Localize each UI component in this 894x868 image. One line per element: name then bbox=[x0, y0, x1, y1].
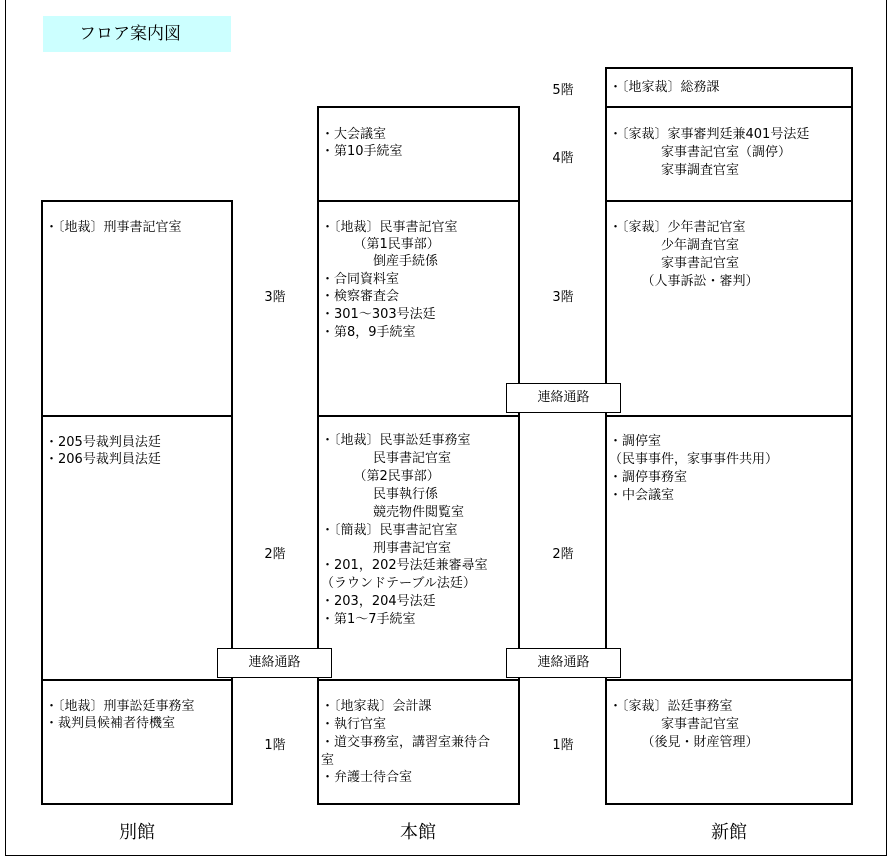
new-2f-room-2: ・調停事務室 bbox=[609, 470, 688, 485]
main-2f-room-4: 競売物件閲覧室 bbox=[321, 505, 465, 520]
main-4f-room-1: ・第10手続室 bbox=[321, 144, 403, 159]
main-3f-room-4: ・検察審査会 bbox=[321, 289, 400, 304]
new-4f-room-0: ・〔家裁〕家事審判廷兼401号法廷 bbox=[609, 127, 810, 142]
new-4f-room-2: 家事調査官室 bbox=[609, 163, 740, 178]
annex-2f-room-0: ・205号裁判員法廷 bbox=[45, 435, 161, 450]
main-new-1f-label: 1階 bbox=[552, 738, 574, 753]
main-2f-room-5: ・〔簡裁〕民事書記官室 bbox=[321, 523, 458, 538]
annex-main-2f-label: 2階 bbox=[264, 547, 286, 562]
new-name: 新館 bbox=[711, 822, 747, 843]
main-2f-room-1: 民事書記官室 bbox=[321, 451, 452, 466]
new-3f-room-0: ・〔家裁〕少年書記官室 bbox=[609, 220, 746, 235]
new-3f-room-2: 家事書記官室 bbox=[609, 256, 740, 271]
new-1f-room-0: ・〔家裁〕訟廷事務室 bbox=[609, 699, 733, 714]
main-2f-room-3: 民事執行係 bbox=[321, 487, 439, 502]
main-1f-room-2: ・道交事務室，講習室兼待合 bbox=[321, 735, 491, 750]
corridor-main-new-3f: 連絡通路 bbox=[506, 383, 621, 413]
annex-main-1f-label: 1階 bbox=[264, 738, 286, 753]
main-2f-room-8: （ラウンドテーブル法廷） bbox=[321, 576, 476, 591]
main-name: 本館 bbox=[400, 822, 436, 843]
page-title: フロア案内図 bbox=[43, 16, 231, 52]
corridor-annex-main-1f: 連絡通路 bbox=[217, 648, 332, 678]
main-new-4f-label: 4階 bbox=[552, 151, 574, 166]
main-1f-room-0: ・〔地家裁〕会計課 bbox=[321, 699, 432, 714]
main-2f-room-7: ・201，202号法廷兼審尋室 bbox=[321, 558, 488, 573]
main-2f-room-9: ・203，204号法廷 bbox=[321, 594, 436, 609]
main-new-2f-label: 2階 bbox=[552, 547, 574, 562]
annex-1f-room-0: ・〔地裁〕刑事訟廷事務室 bbox=[45, 699, 195, 714]
new-4f-room-1: 家事書記官室（調停） bbox=[609, 145, 792, 160]
main-3f-room-1: （第1民事部） bbox=[321, 237, 440, 252]
new-1f-room-2: （後見・財産管理） bbox=[609, 735, 759, 750]
main-2f-room-0: ・〔地裁〕民事訟廷事務室 bbox=[321, 433, 471, 448]
annex-3f-room-0: ・〔地裁〕刑事書記官室 bbox=[45, 220, 182, 235]
main-2f-room-2: （第2民事部） bbox=[321, 469, 440, 484]
main-4f-room-0: ・大会議室 bbox=[321, 127, 387, 142]
main-2f-room-10: ・第1～7手続室 bbox=[321, 612, 416, 627]
main-3f-room-2: 倒産手続係 bbox=[321, 254, 439, 269]
main-3f-room-3: ・合同資料室 bbox=[321, 272, 400, 287]
main-3f-room-0: ・〔地裁〕民事書記官室 bbox=[321, 220, 458, 235]
main-1f-room-3: 室 bbox=[321, 753, 335, 768]
main-new-5f-label: 5階 bbox=[552, 83, 574, 98]
new-2f-room-1: （民事事件，家事事件共用） bbox=[609, 452, 779, 467]
annex-name: 別館 bbox=[119, 822, 155, 843]
main-2f-room-6: 刑事書記官室 bbox=[321, 541, 452, 556]
new-3f-room-1: 少年調査官室 bbox=[609, 238, 740, 253]
main-1f-room-1: ・執行官室 bbox=[321, 717, 387, 732]
annex-main-3f-label: 3階 bbox=[264, 290, 286, 305]
new-3f-room-3: （人事訴訟・審判） bbox=[609, 274, 759, 289]
main-new-3f-label: 3階 bbox=[552, 290, 574, 305]
new-5f-room-0: ・〔地家裁〕総務課 bbox=[609, 80, 720, 95]
main-1f-room-4: ・弁護士待合室 bbox=[321, 770, 413, 785]
annex-1f-room-1: ・裁判員候補者待機室 bbox=[45, 716, 176, 731]
new-1f-room-1: 家事書記官室 bbox=[609, 717, 740, 732]
main-3f-room-6: ・第8，9手続室 bbox=[321, 325, 416, 340]
corridor-main-new-1f: 連絡通路 bbox=[506, 648, 621, 678]
new-2f-room-0: ・調停室 bbox=[609, 434, 662, 449]
annex-2f-room-1: ・206号裁判員法廷 bbox=[45, 452, 161, 467]
main-3f-room-5: ・301～303号法廷 bbox=[321, 307, 436, 322]
new-2f-room-3: ・中会議室 bbox=[609, 488, 675, 503]
